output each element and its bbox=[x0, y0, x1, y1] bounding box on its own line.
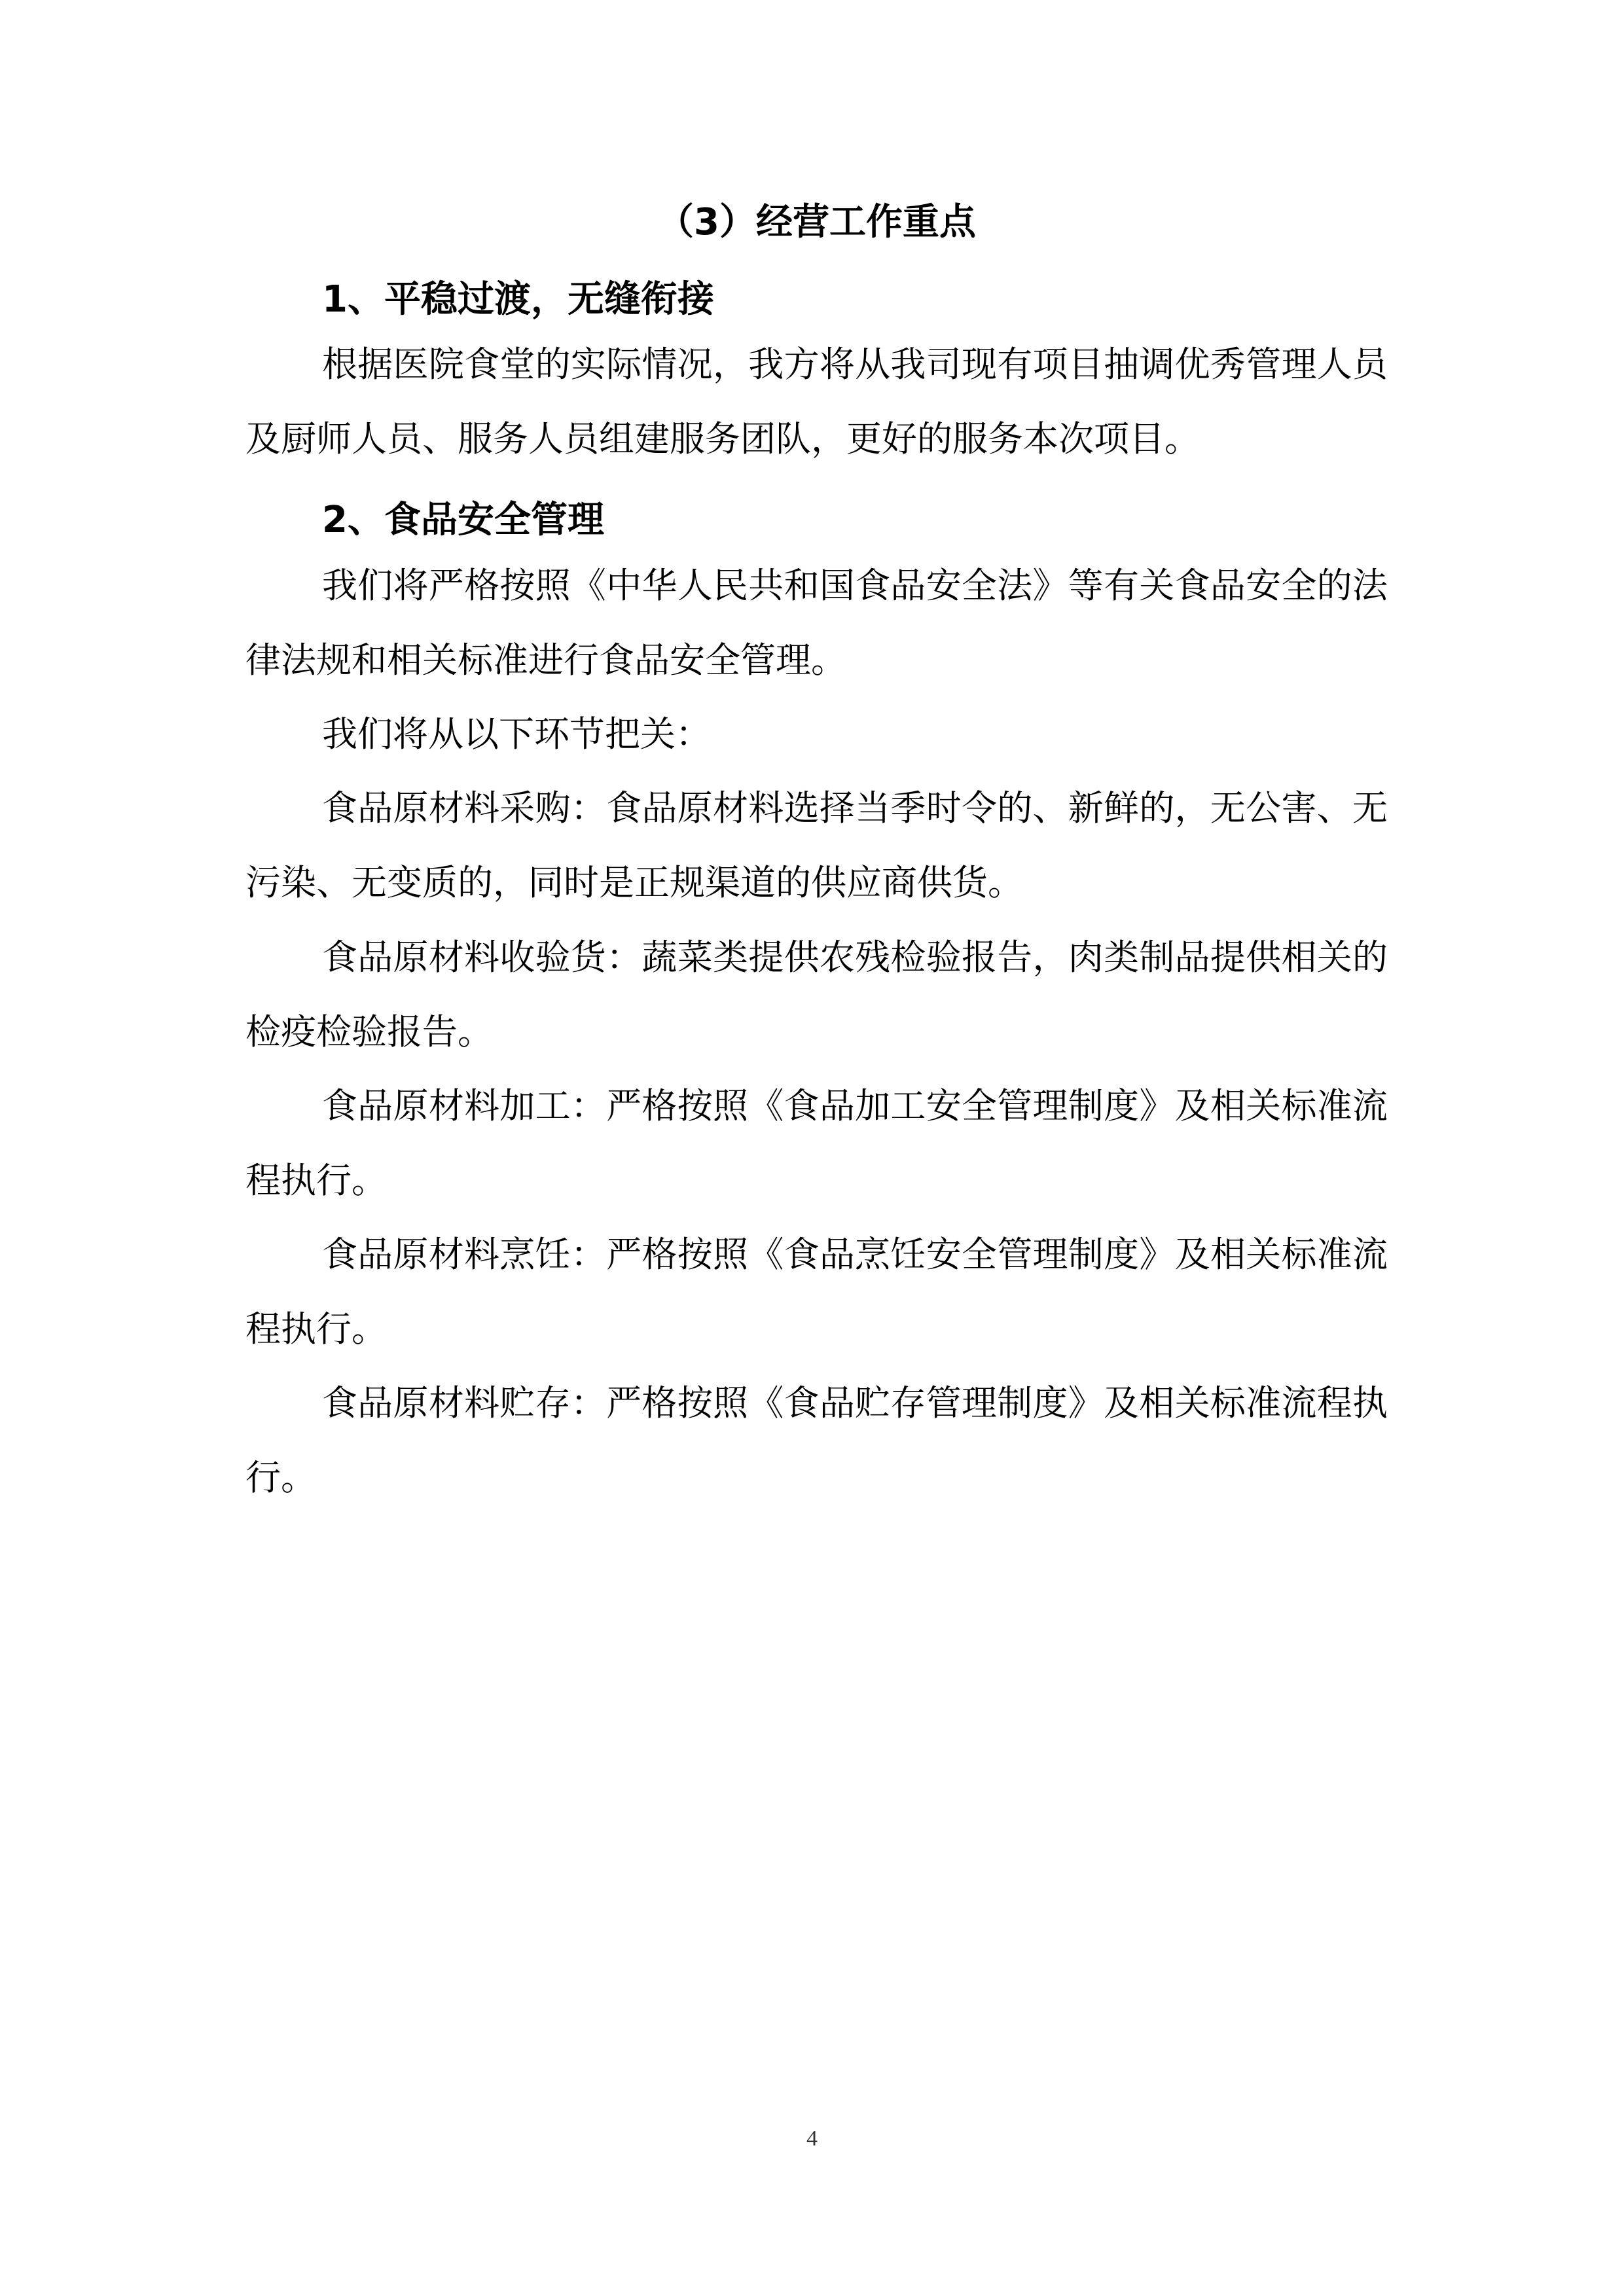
heading-smooth-transition: 1、平稳过渡，无缝衔接 bbox=[322, 278, 714, 321]
paragraph-food-safety-law: 我们将严格按照《中华人民共和国食品安全法》等有关食品安全的法律法规和相关标准进行食品安全管理。 bbox=[245, 565, 1388, 681]
paragraph-cooking: 食品原材料烹饪：严格按照《食品烹饪安全管理制度》及相关标准流程执行。 bbox=[245, 1234, 1388, 1350]
heading-food-safety: 2、食品安全管理 bbox=[322, 499, 604, 541]
paragraph-procurement: 食品原材料采购：食品原材料选择当季时令的、新鲜的，无公害、无污染、无变质的，同时是正规渠道的供应商供货。 bbox=[245, 787, 1388, 903]
paragraph-checkpoints-intro: 我们将从以下环节把关： bbox=[322, 713, 711, 755]
paragraph-storage: 食品原材料贮存：严格按照《食品贮存管理制度》及相关标准流程执行。 bbox=[245, 1382, 1388, 1498]
paragraph-processing: 食品原材料加工：严格按照《食品加工安全管理制度》及相关标准流程执行。 bbox=[245, 1085, 1388, 1201]
paragraph-receiving-inspection: 食品原材料收验货：蔬菜类提供农残检验报告，肉类制品提供相关的检疫检验报告。 bbox=[245, 937, 1388, 1052]
section-title: （3）经营工作重点 bbox=[657, 201, 976, 243]
page-number: 4 bbox=[806, 2126, 818, 2151]
paragraph-team-formation: 根据医院食堂的实际情况，我方将从我司现有项目抽调优秀管理人员及厨师人员、服务人员组建服务团队，更好的服务本次项目。 bbox=[245, 344, 1388, 459]
